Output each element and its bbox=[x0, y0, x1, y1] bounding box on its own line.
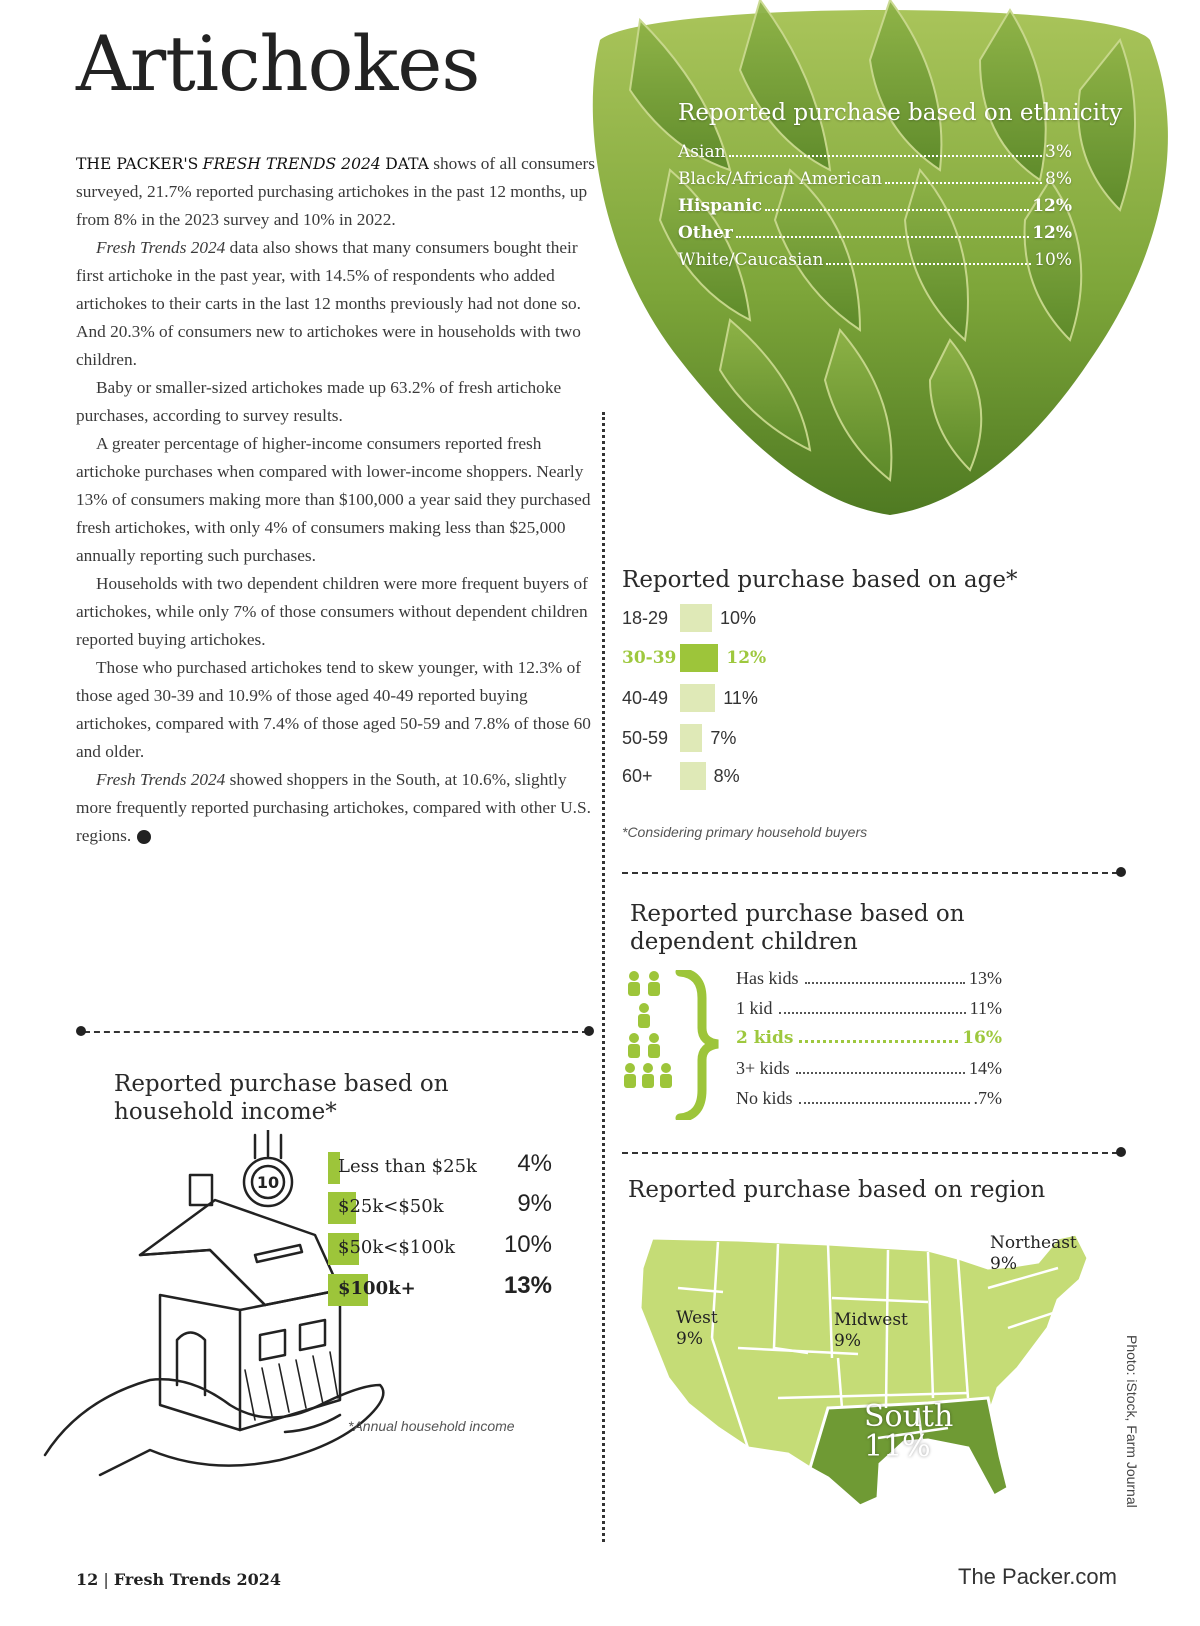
kids-row bbox=[736, 968, 1002, 994]
region-midwest bbox=[834, 1310, 908, 1352]
kids-row bbox=[736, 1058, 1002, 1084]
ethnicity-label: White/Caucasian bbox=[678, 250, 824, 270]
region-title: Reported purchase based on region bbox=[628, 1177, 1046, 1203]
article-paragraph: Baby or smaller-sized artichokes made up 63.2% of fresh artichoke purchases, according to survey results. bbox=[76, 378, 562, 425]
age-bar bbox=[680, 684, 715, 712]
income-value: 9% bbox=[517, 1190, 552, 1217]
ethnicity-label: Black/African American bbox=[678, 169, 883, 189]
two-people-icon bbox=[628, 1033, 660, 1058]
p1-text: shows of all consumers surveyed, 21.7% reported purchasing artichokes in the past 12 months, up from 8% in the 2023 survey and 10% in 2022. bbox=[76, 154, 595, 229]
lead-italic: FRESH TRENDS 2024 bbox=[202, 155, 381, 173]
footer-separator: | bbox=[103, 1570, 109, 1589]
kids-value: 16% bbox=[962, 1028, 1002, 1048]
kids-row bbox=[736, 1088, 1002, 1114]
kids-label: No kids bbox=[736, 1088, 793, 1108]
income-label: $100k+ bbox=[338, 1278, 416, 1299]
kids-label: 2 kids bbox=[736, 1028, 794, 1048]
age-label: 40-49 bbox=[622, 688, 669, 708]
divider-dot bbox=[1116, 1147, 1126, 1157]
kids-label: 1 kid bbox=[736, 998, 773, 1018]
ethnicity-row bbox=[678, 250, 1072, 278]
age-label: 30-39 bbox=[622, 648, 677, 668]
three-people-icon bbox=[624, 1063, 672, 1088]
age-label: 50-59 bbox=[622, 728, 669, 748]
income-value: 10% bbox=[503, 1231, 552, 1258]
ethnicity-row bbox=[678, 169, 1072, 197]
kids-value: 13% bbox=[969, 968, 1002, 988]
article-paragraph bbox=[76, 766, 596, 850]
age-bar bbox=[680, 762, 706, 790]
article-paragraph bbox=[76, 234, 596, 374]
page-number: 12 bbox=[76, 1570, 99, 1589]
kids-title-line1: Reported purchase based on bbox=[630, 901, 965, 927]
two-people-icon bbox=[628, 971, 660, 996]
ethnicity-title: Reported purchase based on ethnicity bbox=[678, 100, 1123, 126]
age-note: *Considering primary household buyers bbox=[622, 824, 868, 840]
age-value: 8% bbox=[713, 766, 740, 786]
article-paragraph bbox=[76, 150, 596, 234]
age-value: 12% bbox=[726, 648, 767, 668]
ethnicity-value: 8% bbox=[1045, 169, 1072, 189]
income-value: 4% bbox=[517, 1150, 552, 1177]
ft-end-badge: FT bbox=[137, 830, 151, 844]
divider-dot bbox=[76, 1026, 86, 1036]
article-paragraph: A greater percentage of higher-income consumers reported fresh artichoke purchases when compared with lower-income shoppers. Nearly 13% of consumers making more than $100,000 a year said they purchased fresh artichokes, with only 4% of consumers making less than $25,000 annually reporting such purchases. bbox=[76, 434, 591, 565]
kids-icons bbox=[622, 970, 722, 1120]
divider-dot bbox=[1116, 867, 1126, 877]
kids-label: 3+ kids bbox=[736, 1058, 790, 1078]
kids-row bbox=[736, 998, 1002, 1024]
south-value: 11% bbox=[864, 1429, 931, 1464]
kids-value: 14% bbox=[969, 1058, 1002, 1078]
age-label: 18-29 bbox=[622, 608, 669, 628]
lead-caps-2: DATA bbox=[385, 155, 429, 173]
income-label: Less than $25k bbox=[338, 1156, 477, 1177]
income-title-line2: household income* bbox=[114, 1099, 337, 1125]
divider-age-kids bbox=[622, 872, 1118, 874]
age-bar bbox=[680, 644, 718, 672]
kids-value: .7% bbox=[973, 1088, 1002, 1108]
west-value: 9% bbox=[676, 1329, 703, 1349]
midwest-name: Midwest bbox=[834, 1310, 908, 1330]
p7-text: showed shoppers in the South, at 10.6%, slightly more frequently reported purchasing artichokes, compared with other U.S. regions. bbox=[76, 770, 591, 845]
west-name: West bbox=[676, 1308, 718, 1328]
p2-text: data also shows that many consumers bought their first artichoke in the past year, with 14.5% of respondents who added artichokes to their carts in the last 12 months previously had not done so. And 20.3% of consumers new to artichokes were in households with two children. bbox=[76, 238, 581, 369]
region-south bbox=[864, 1399, 954, 1464]
article-paragraph: Those who purchased artichokes tend to skew younger, with 12.3% of those aged 30-39 and 10.9% of those aged 40-49 reported buying artichokes, compared with 7.4% of those aged 50-59 and 7.8% of those 60 and older. bbox=[76, 658, 591, 761]
kids-label: Has kids bbox=[736, 968, 799, 988]
income-title-line1: Reported purchase based on bbox=[114, 1071, 449, 1097]
age-title: Reported purchase based on age* bbox=[622, 567, 1018, 593]
divider-dot bbox=[584, 1026, 594, 1036]
kids-row bbox=[736, 1028, 1002, 1054]
lead-caps: THE PACKER'S bbox=[76, 155, 199, 173]
article-body bbox=[76, 150, 596, 850]
one-person-icon bbox=[638, 1003, 650, 1028]
ethnicity-value: 12% bbox=[1032, 223, 1072, 243]
coin-label: 10 bbox=[256, 1173, 280, 1192]
vertical-divider bbox=[602, 412, 605, 1542]
brace-icon bbox=[680, 972, 718, 1118]
site-name: The Packer.com bbox=[958, 1564, 1117, 1589]
ethnicity-label: Asian bbox=[678, 142, 726, 162]
divider-article-income bbox=[84, 1031, 588, 1033]
midwest-value: 9% bbox=[834, 1331, 861, 1351]
kids-title-line2: dependent children bbox=[630, 929, 858, 955]
article-paragraph: Households with two dependent children were more frequent buyers of artichokes, while only 7% of those consumers without dependent children reported buying artichokes. bbox=[76, 574, 588, 649]
ethnicity-label: Hispanic bbox=[678, 196, 763, 216]
ethnicity-row bbox=[678, 223, 1072, 251]
income-note: *Annual household income bbox=[348, 1418, 515, 1434]
age-bar bbox=[680, 724, 702, 752]
p7-italic: Fresh Trends 2024 bbox=[96, 770, 226, 789]
ethnicity-value: 3% bbox=[1045, 142, 1072, 162]
ethnicity-row bbox=[678, 196, 1072, 224]
income-value: 13% bbox=[503, 1272, 552, 1299]
ethnicity-value: 10% bbox=[1034, 250, 1072, 270]
income-label: $25k<$50k bbox=[338, 1196, 444, 1217]
publication-name: Fresh Trends 2024 bbox=[113, 1570, 282, 1589]
income-label: $50k<$100k bbox=[338, 1237, 456, 1258]
kids-title bbox=[630, 900, 965, 956]
ethnicity-row bbox=[678, 142, 1072, 170]
income-title bbox=[114, 1070, 449, 1126]
age-value: 7% bbox=[710, 728, 737, 748]
south-name: South bbox=[864, 1399, 954, 1434]
region-northeast bbox=[990, 1233, 1077, 1275]
footer-left bbox=[76, 1570, 281, 1589]
p2-italic: Fresh Trends 2024 bbox=[96, 238, 226, 257]
age-label: 60+ bbox=[622, 766, 653, 786]
region-west bbox=[676, 1308, 718, 1350]
kids-value: 11% bbox=[969, 998, 1002, 1018]
age-bar bbox=[680, 604, 712, 632]
page-title: Artichokes bbox=[76, 19, 480, 108]
ethnicity-label: Other bbox=[678, 223, 733, 243]
northeast-name: Northeast bbox=[990, 1233, 1077, 1253]
divider-kids-region bbox=[622, 1152, 1118, 1154]
photo-credit: Photo: iStock, Farm Journal bbox=[1124, 1335, 1140, 1508]
northeast-value: 9% bbox=[990, 1254, 1017, 1274]
age-value: 11% bbox=[723, 688, 758, 708]
ethnicity-value: 12% bbox=[1032, 196, 1072, 216]
age-value: 10% bbox=[720, 608, 757, 628]
